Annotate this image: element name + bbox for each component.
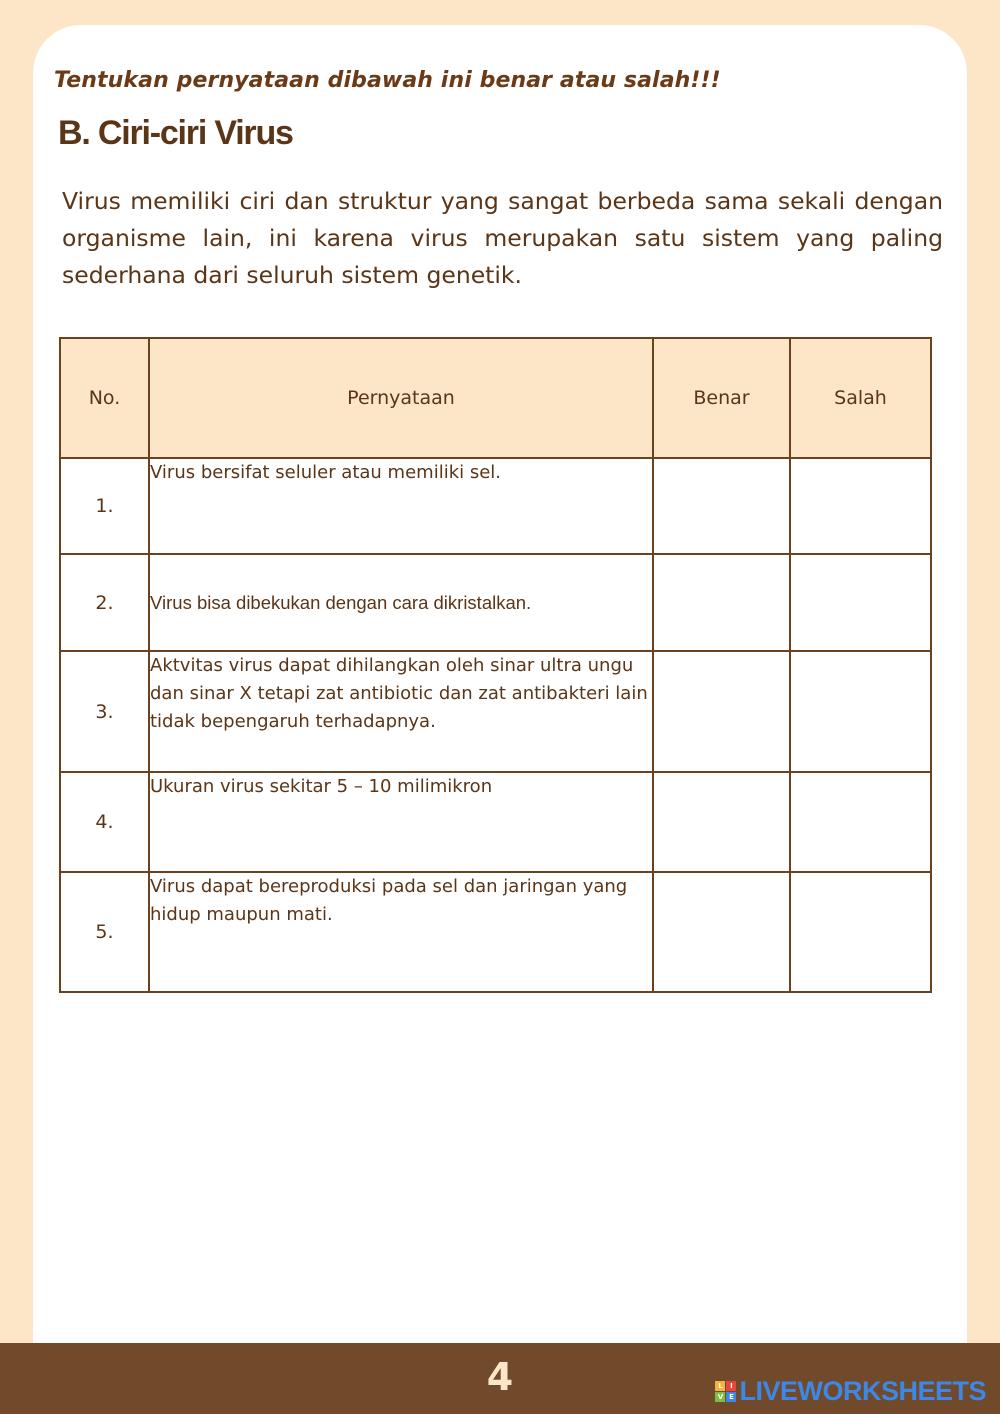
header-statement: Pernyataan [149,338,653,458]
section-title: B. Ciri-ciri Virus [58,114,293,152]
answer-false-cell[interactable] [790,772,931,872]
header-no: No. [60,338,149,458]
row-statement: Virus bersifat seluler atau memiliki sel. [149,458,653,554]
intro-paragraph: Virus memiliki ciri dan struktur yang sangat berbeda sama sekali dengan organisme lain, ini karena virus merupakan satu sistem yang paling sederhana dari seluruh sistem genetik. [62,187,943,289]
instruction-text: Tentukan pernyataan dibawah ini benar atau salah!!! [54,68,721,93]
answer-true-cell[interactable] [653,772,790,872]
row-statement: Virus dapat bereproduksi pada sel dan jaringan yang hidup maupun mati. [149,872,653,992]
true-false-table [59,337,932,993]
brand-name: LIVEWORKSHEETS [739,1376,986,1406]
answer-true-cell[interactable] [653,458,790,554]
page-number: 4 [486,1355,514,1399]
row-number: 3. [60,651,149,772]
answer-false-cell[interactable] [790,872,931,992]
logo-letter: E [726,1392,736,1402]
answer-true-cell[interactable] [653,651,790,772]
footer-bar [0,1343,1000,1414]
table-row [60,772,931,872]
row-statement: Ukuran virus sekitar 5 – 10 milimikron [149,772,653,872]
answer-true-cell[interactable] [653,872,790,992]
liveworksheets-logo-icon [715,1381,736,1402]
logo-letter: V [715,1392,725,1402]
answer-false-cell[interactable] [790,651,931,772]
liveworksheets-brand[interactable] [715,1376,986,1407]
answer-true-cell[interactable] [653,554,790,651]
table-row [60,872,931,992]
answer-false-cell[interactable] [790,554,931,651]
logo-letter: I [726,1381,736,1391]
table-row [60,651,931,772]
logo-letter: L [715,1381,725,1391]
table-row [60,458,931,554]
row-statement: Virus bisa dibekukan dengan cara dikristalkan. [149,554,653,651]
header-true: Benar [653,338,790,458]
row-statement: Aktvitas virus dapat dihilangkan oleh sinar ultra ungu dan sinar X tetapi zat antibiotic dan zat antibakteri lain tidak bepengaruh terhadapnya. [149,651,653,772]
row-number: 1. [60,458,149,554]
table-header-row [60,338,931,458]
row-number: 4. [60,772,149,872]
row-number: 2. [60,554,149,651]
header-false: Salah [790,338,931,458]
answer-false-cell[interactable] [790,458,931,554]
row-number: 5. [60,872,149,992]
table-row [60,554,931,651]
